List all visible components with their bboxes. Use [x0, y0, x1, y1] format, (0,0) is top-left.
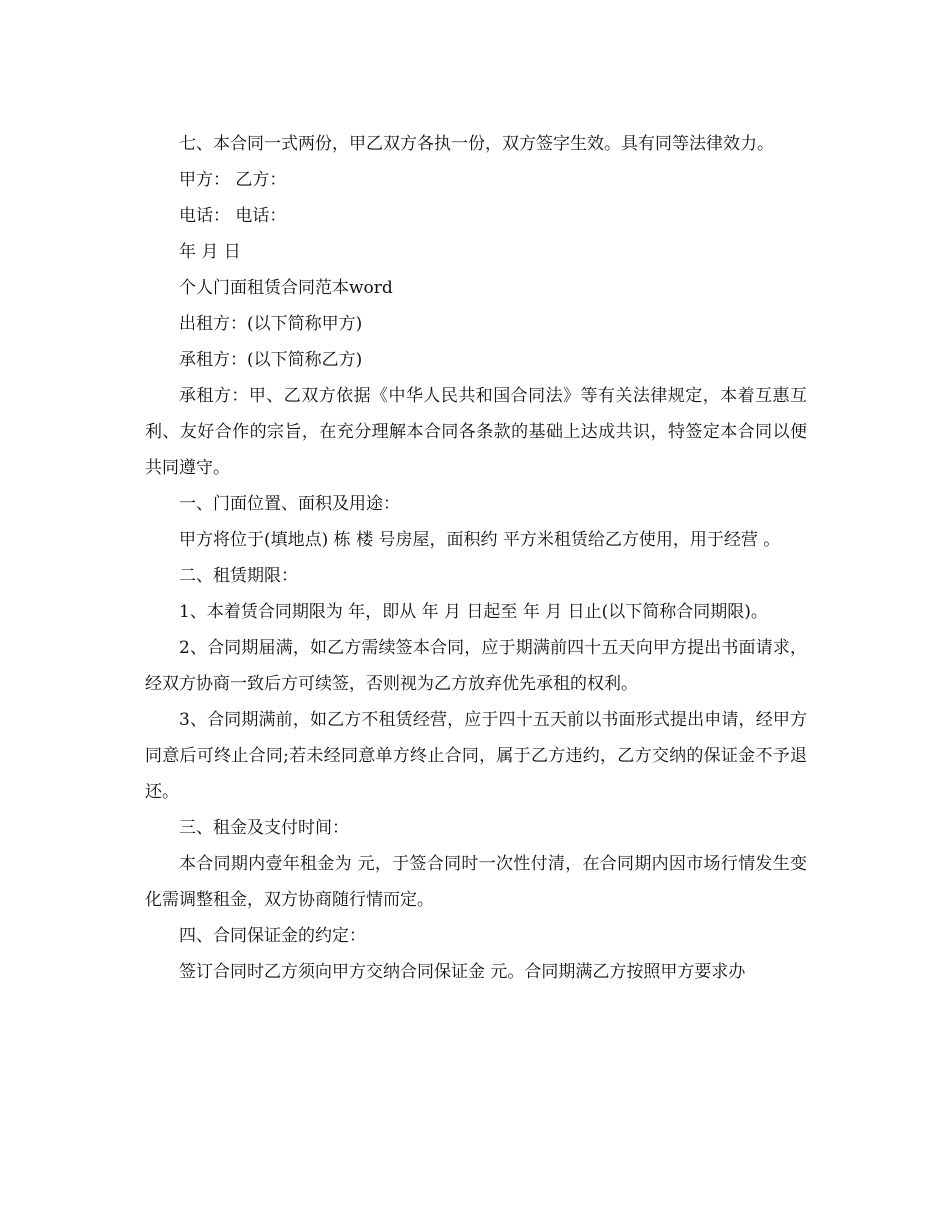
paragraph-preamble: 承租方：甲、乙双方依据《中华人民共和国合同法》等有关法律规定，本着互惠互利、友好合作的宗旨，在充分理解本合同各条款的基础上达成共识，特签定本合同以便共同遵守。 — [145, 386, 807, 478]
paragraph-rent: 本合同期内壹年租金为 元，于签合同时一次性付清，在合同期内因市场行情发生变化需调整租金，双方协商随行情而定。 — [145, 854, 807, 910]
paragraph-party-signatures: 甲方： 乙方： — [179, 170, 287, 190]
document-body — [145, 126, 807, 990]
paragraph-contract-title: 个人门面租赁合同范本word — [179, 278, 393, 298]
paragraph-term-2: 2、合同期届满，如乙方需续签本合同，应于期满前四十五天向甲方提出书面请求，经双方协商一致后方可续签，否则视为乙方放弃优先承租的权利。 — [145, 638, 807, 694]
paragraph-date-line: 年 月 日 — [179, 242, 241, 262]
paragraph-deposit: 签订合同时乙方须向甲方交纳合同保证金 元。合同期满乙方按照甲方要求办 — [179, 962, 746, 982]
paragraph-clause-7: 七、本合同一式两份，甲乙双方各执一份，双方签字生效。具有同等法律效力。 — [179, 134, 774, 154]
paragraph-location: 甲方将位于(填地点) 栋 楼 号房屋，面积约 平方米租赁给乙方使用，用于经营 。 — [179, 530, 781, 550]
heading-section-1: 一、门面位置、面积及用途： — [179, 494, 400, 514]
paragraph-term-3: 3、合同期满前，如乙方不租赁经营，应于四十五天前以书面形式提出申请，经甲方同意后可终止合同;若未经同意单方终止合同，属于乙方违约，乙方交纳的保证金不予退还。 — [145, 710, 807, 802]
heading-section-4: 四、合同保证金的约定： — [179, 926, 366, 946]
paragraph-lessor: 出租方：(以下简称甲方) — [179, 314, 363, 334]
heading-section-3: 三、租金及支付时间： — [179, 818, 349, 838]
paragraph-phone-lines: 电话： 电话： — [179, 206, 287, 226]
paragraph-lessee: 承租方：(以下简称乙方) — [179, 350, 363, 370]
heading-section-2: 二、租赁期限： — [179, 566, 298, 586]
paragraph-term-1: 1、本着赁合同期限为 年，即从 年 月 日起至 年 月 日止(以下简称合同期限)。 — [179, 602, 768, 622]
